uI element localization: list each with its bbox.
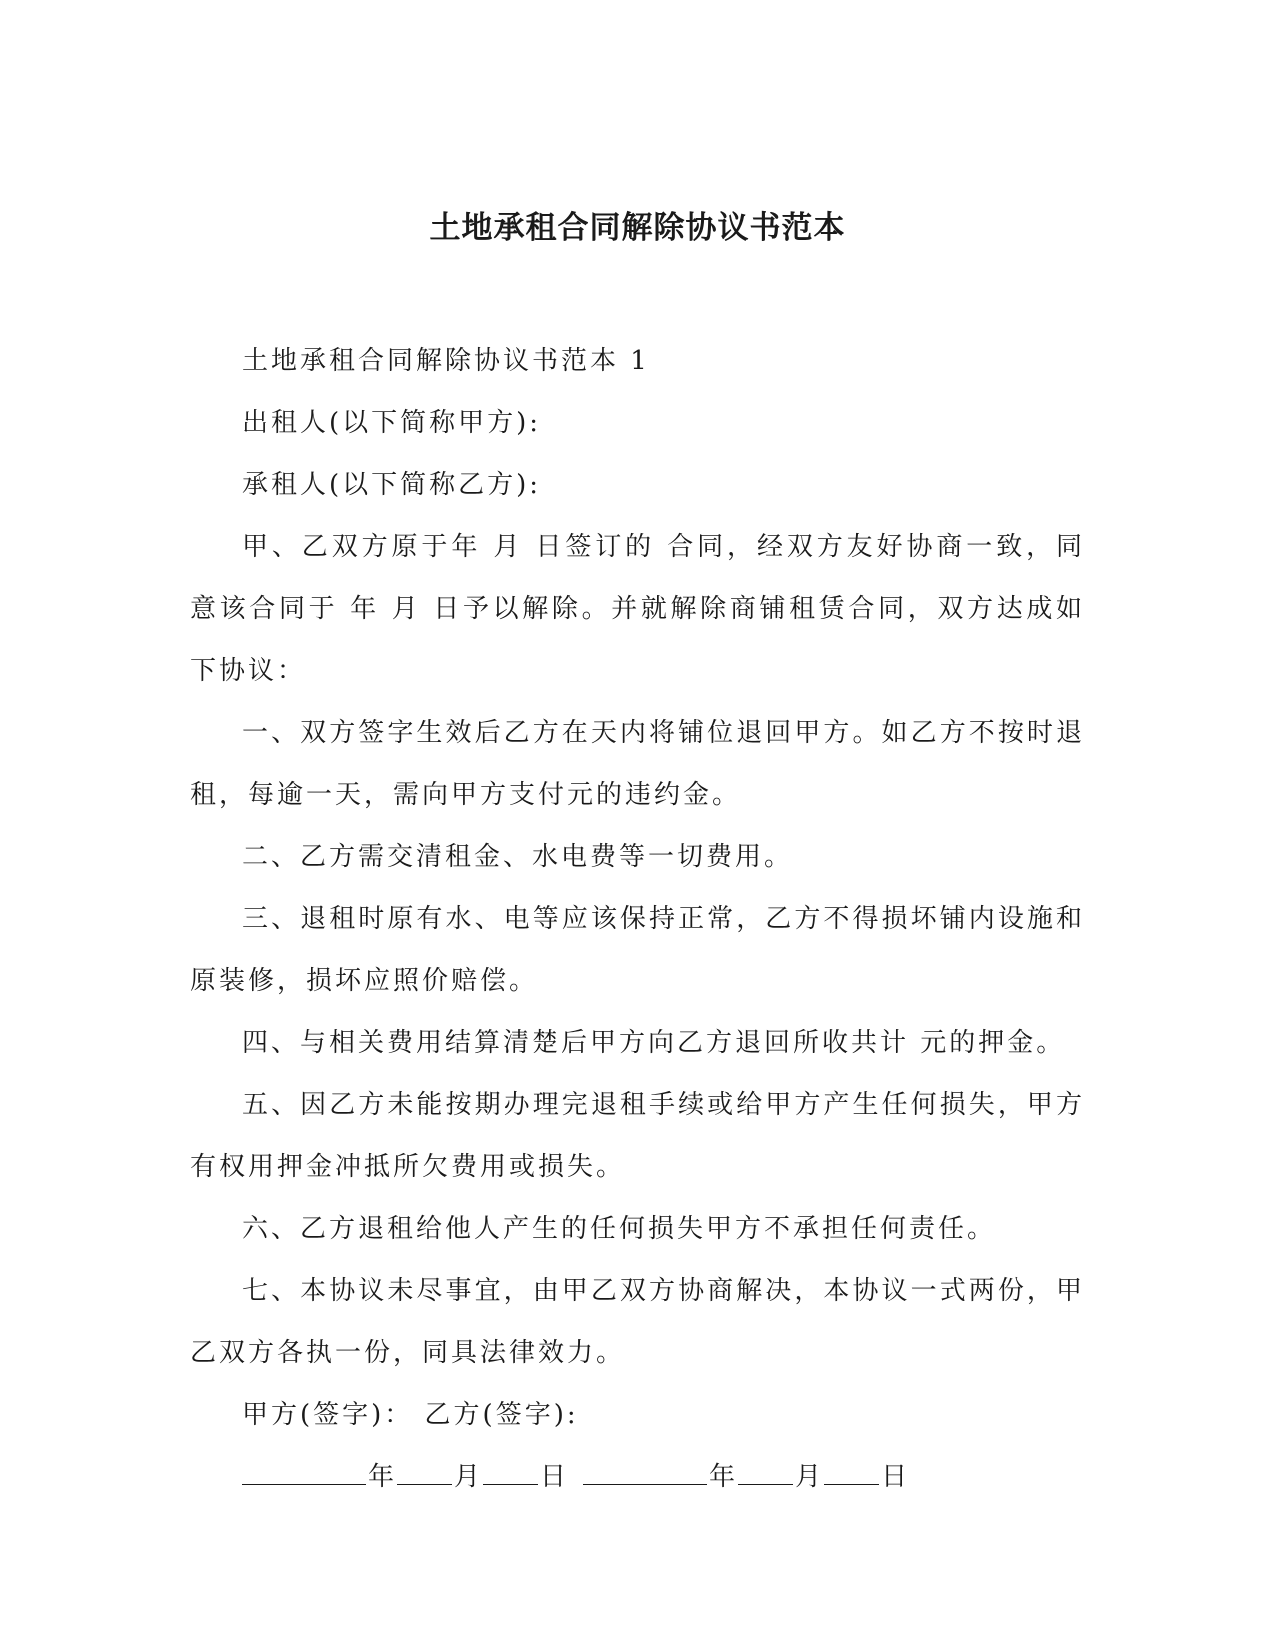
- party-a-day-label: 日: [540, 1462, 570, 1492]
- party-a-day-blank: [483, 1462, 538, 1485]
- document-body: [190, 330, 1085, 1508]
- party-a-year-blank: [242, 1462, 366, 1485]
- party-b-year-blank: [583, 1462, 707, 1485]
- paragraph-subtitle: 土地承租合同解除协议书范本 1: [242, 346, 650, 376]
- clause-7: 七、本协议未尽事宜，由甲乙双方协商解决，本协议一式两份，甲乙双方各执一份，同具法律效力。: [190, 1276, 1085, 1368]
- clause-3: 三、退租时原有水、电等应该保持正常，乙方不得损坏铺内设施和原装修，损坏应照价赔偿。: [190, 904, 1085, 996]
- paragraph-preamble: 甲、乙双方原于年 月 日签订的 合同，经双方友好协商一致，同意该合同于 年 月 日予以解除。并就解除商铺租赁合同，双方达成如下协议：: [190, 532, 1085, 686]
- party-a-year-label: 年: [368, 1462, 398, 1492]
- document-title: 土地承租合同解除协议书范本: [429, 210, 846, 246]
- date-line: [190, 1446, 1085, 1508]
- party-a-month-blank: [397, 1462, 452, 1485]
- clause-6: 六、乙方退租给他人产生的任何损失甲方不承担任何责任。: [242, 1214, 997, 1244]
- party-b-year-label: 年: [709, 1462, 739, 1492]
- party-b-month-label: 月: [795, 1462, 825, 1492]
- party-a-month-label: 月: [454, 1462, 484, 1492]
- clause-4: 四、与相关费用结算清楚后甲方向乙方退回所收共计 元的押金。: [242, 1028, 1066, 1058]
- paragraph-lessor: 出租人(以下简称甲方):: [242, 408, 542, 438]
- party-b-day-label: 日: [881, 1462, 911, 1492]
- party-b-month-blank: [738, 1462, 793, 1485]
- party-b-day-blank: [824, 1462, 879, 1485]
- paragraph-lessee: 承租人(以下简称乙方):: [242, 470, 542, 500]
- clause-2: 二、乙方需交清租金、水电费等一切费用。: [242, 842, 794, 872]
- signature-line: 甲方(签字)： 乙方(签字):: [242, 1400, 579, 1430]
- clause-1: 一、双方签字生效后乙方在天内将铺位退回甲方。如乙方不按时退租，每逾一天，需向甲方支付元的违约金。: [190, 718, 1085, 810]
- clause-5: 五、因乙方未能按期办理完退租手续或给甲方产生任何损失，甲方有权用押金冲抵所欠费用或损失。: [190, 1090, 1085, 1182]
